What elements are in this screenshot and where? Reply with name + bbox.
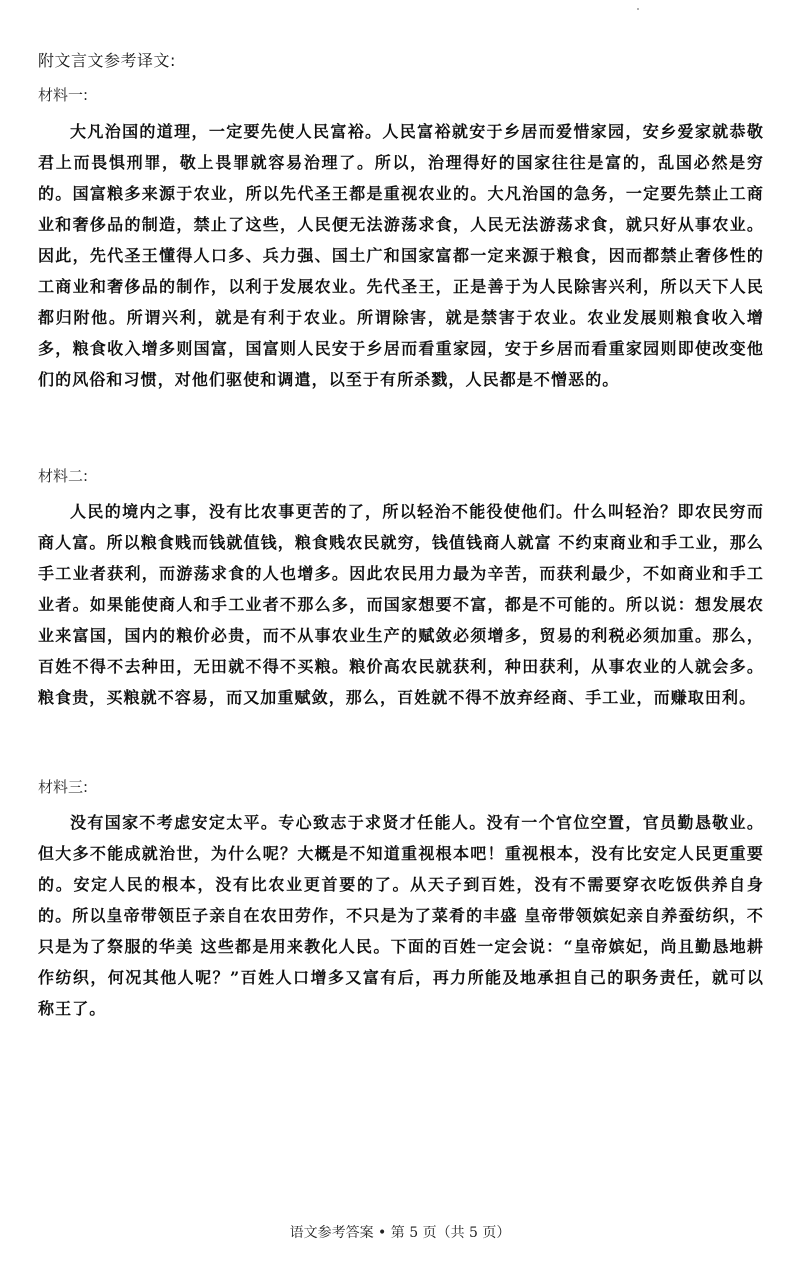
section-label-material-1: 材料一: [38,86,89,104]
page-footer: 语文参考答案 • 第 5 页（共 5 页） [289,1225,511,1241]
scan-speck [637,8,639,10]
document-heading: 附文言文参考译文: [38,51,176,70]
paragraph-material-3: 没有国家不考虑安定太平。专心致志于求贤才任能人。没有一个官位空置，官员勤恳敬业。但大多不能成就治世，为什么呢？大概是不知道重视根本吧！重视根本，没有比安定人民更重要的。安定人民的根本，没有比农业更首要的了。从天子到百姓，没有不需要穿衣吃饭供养自身的。所以皇帝带领臣子亲自在农田劳作，不只是为了菜肴的丰盛 皇帝带领嫔妃亲自养蚕纺织，不只是为了祭服的华美 这些都是用来教化人民。下面的百姓一定会说：“皇帝嫔妃，尚且勤恳地耕作纺织，何况其他人呢？”百姓人口增多又富有后，再力所能及地承担自己的职务责任，就可以称王了。 [38,813,764,1018]
section-label-material-2: 材料二: [38,467,89,485]
paragraph-material-1: 大凡治国的道理，一定要先使人民富裕。人民富裕就安于乡居而爱惜家园，安乡爱家就恭敬君上而畏惧刑罪，敬上畏罪就容易治理了。所以，治理得好的国家往往是富的，乱国必然是穷的。国富粮多来源于农业，所以先代圣王都是重视农业的。大凡治国的急务，一定要先禁止工商业和奢侈品的制造，禁止了这些，人民便无法游荡求食，人民无法游荡求食，就只好从事农业。因此，先代圣王懂得人口多、兵力强、国土广和国家富都一定来源于粮食，因而都禁止奢侈性的工商业和奢侈品的制作，以利于发展农业。先代圣王，正是善于为人民除害兴利，所以天下人民都归附他。所谓兴利，就是有利于农业。所谓除害，就是禁害于农业。农业发展则粮食收入增多，粮食收入增多则国富，国富则人民安于乡居而看重家园，安于乡居而看重家园则即使改变他们的风俗和习惯，对他们驱使和调遣，以至于有所杀戮，人民都是不憎恶的。 [38,122,764,389]
section-label-material-3: 材料三: [38,778,89,796]
paragraph-material-2: 人民的境内之事，没有比农事更苦的了，所以轻治不能役使他们。什么叫轻治？即农民穷而商人富。所以粮食贱而钱就值钱，粮食贱农民就穷，钱值钱商人就富 不约束商业和手工业，那么手工业者获利，而游荡求食的人也增多。因此农民用力最为辛苦，而获利最少，不如商业和手工业者。如果能使商人和手工业者不那么多，而国家想要不富，都是不可能的。所以说：想发展农业来富国，国内的粮价必贵，而不从事农业生产的赋敛必须增多，贸易的利税必须加重。那么，百姓不得不去种田，无田就不得不买粮。粮价高农民就获利，种田获利，从事农业的人就会多。粮食贵，买粮就不容易，而又加重赋敛，那么，百姓就不得不放弃经商、手工业，而赚取田利。 [38,502,764,707]
